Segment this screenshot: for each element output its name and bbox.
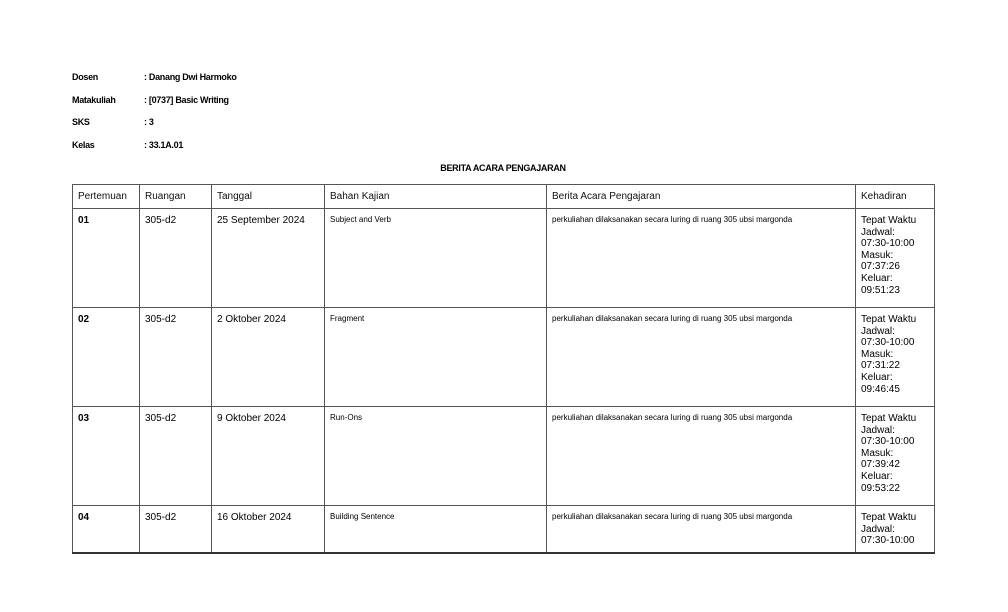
cell-ruangan: 305-d2 <box>140 209 212 308</box>
dosen-value: : Danang Dwi Harmoko <box>144 72 237 82</box>
attendance-in-value: 07:39:42 <box>861 459 900 471</box>
attendance-status: Tepat Waktu <box>861 314 917 325</box>
cell-berita-acara: perkuliahan dilaksanakan secara luring di ruang 305 ubsi margonda <box>547 407 856 506</box>
column-header-tanggal: Tanggal <box>212 185 325 209</box>
attendance-schedule-value: 07:30-10:00 <box>861 238 915 250</box>
matakuliah-value: : [0737] Basic Writing <box>144 94 229 105</box>
sks-label: SKS <box>72 117 90 127</box>
cell-kehadiran <box>856 407 935 506</box>
attendance-schedule-value: 07:30-10:00 <box>861 535 915 547</box>
attendance-out-value: 09:51:23 <box>861 284 900 296</box>
cell-pertemuan: 02 <box>73 308 140 407</box>
cell-pertemuan: 04 <box>73 506 140 554</box>
course-info <box>72 72 237 162</box>
cell-ruangan: 305-d2 <box>140 506 212 554</box>
table-row <box>73 308 935 407</box>
cell-tanggal: 9 Oktober 2024 <box>212 407 325 506</box>
attendance-in-label: Masuk: <box>861 447 894 459</box>
kelas-value: : 33.1A.01 <box>144 139 184 150</box>
info-row-matakuliah <box>72 95 237 118</box>
cell-kehadiran <box>856 308 935 407</box>
attendance-out-value: 09:46:45 <box>861 383 900 395</box>
teaching-report-table <box>72 184 935 554</box>
column-header-bahan-kajian: Bahan Kajian <box>325 185 547 209</box>
cell-tanggal: 25 September 2024 <box>212 209 325 308</box>
cell-berita-acara: perkuliahan dilaksanakan secara luring di ruang 305 ubsi margonda <box>547 506 856 554</box>
cell-bahan-kajian: Run-Ons <box>325 407 547 506</box>
table-row <box>73 407 935 506</box>
cell-berita-acara: perkuliahan dilaksanakan secara luring di ruang 305 ubsi margonda <box>547 308 856 407</box>
cell-kehadiran <box>856 506 935 554</box>
attendance-status: Tepat Waktu <box>861 215 917 226</box>
table-row <box>73 209 935 308</box>
matakuliah-label: Matakuliah <box>72 94 116 105</box>
attendance-schedule-value: 07:30-10:00 <box>861 436 915 448</box>
attendance-out-label: Keluar: <box>861 470 893 482</box>
cell-bahan-kajian: Building Sentence <box>325 506 547 554</box>
cell-pertemuan: 03 <box>73 407 140 506</box>
column-header-pertemuan: Pertemuan <box>73 185 140 209</box>
table-row <box>73 506 935 554</box>
cell-tanggal: 16 Oktober 2024 <box>212 506 325 554</box>
document-title: BERITA ACARA PENGAJARAN <box>440 163 566 173</box>
info-row-kelas <box>72 140 237 163</box>
cell-kehadiran <box>856 209 935 308</box>
attendance-status: Tepat Waktu <box>861 512 917 523</box>
attendance-out-value: 09:53:22 <box>861 482 900 494</box>
sks-value: : 3 <box>144 117 154 127</box>
cell-berita-acara: perkuliahan dilaksanakan secara luring di ruang 305 ubsi margonda <box>547 209 856 308</box>
cell-ruangan: 305-d2 <box>140 308 212 407</box>
attendance-in-label: Masuk: <box>861 348 894 360</box>
table-header-row <box>73 185 935 209</box>
cell-bahan-kajian: Subject and Verb <box>325 209 547 308</box>
attendance-in-value: 07:37:26 <box>861 261 900 273</box>
attendance-in-label: Masuk: <box>861 249 894 261</box>
attendance-out-label: Keluar: <box>861 371 893 383</box>
attendance-schedule-label: Jadwal: <box>861 424 895 436</box>
info-row-dosen <box>72 72 237 95</box>
info-row-sks <box>72 117 237 140</box>
attendance-schedule-label: Jadwal: <box>861 325 895 337</box>
attendance-status: Tepat Waktu <box>861 413 917 424</box>
cell-bahan-kajian: Fragment <box>325 308 547 407</box>
column-header-ruangan: Ruangan <box>140 185 212 209</box>
cell-pertemuan: 01 <box>73 209 140 308</box>
cell-tanggal: 2 Oktober 2024 <box>212 308 325 407</box>
attendance-in-value: 07:31:22 <box>861 360 900 372</box>
column-header-kehadiran: Kehadiran <box>856 185 935 209</box>
attendance-schedule-label: Jadwal: <box>861 226 895 238</box>
attendance-schedule-value: 07:30-10:00 <box>861 337 915 349</box>
cell-ruangan: 305-d2 <box>140 407 212 506</box>
kelas-label: Kelas <box>72 139 95 150</box>
attendance-schedule-label: Jadwal: <box>861 523 895 535</box>
dosen-label: Dosen <box>72 72 99 82</box>
attendance-out-label: Keluar: <box>861 272 893 284</box>
column-header-berita-acara: Berita Acara Pengajaran <box>547 185 856 209</box>
